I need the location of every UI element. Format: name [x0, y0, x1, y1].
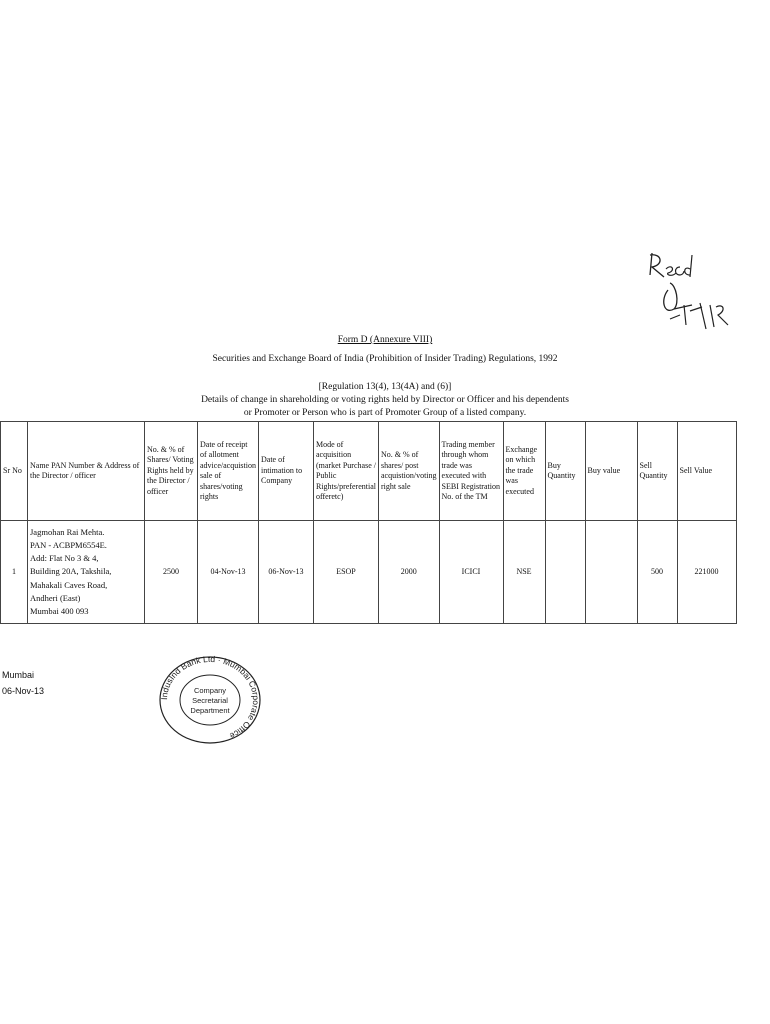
footer-date: 06-Nov-13 [2, 686, 45, 696]
handwritten-received-note [640, 245, 740, 345]
header-shares-held: No. & % of Shares/ Voting Rights held by the Director / officer [145, 422, 198, 521]
name-line: Mahakali Caves Road, [30, 579, 108, 590]
cell-buy-value [585, 521, 637, 624]
cell-date-intimation: 06-Nov-13 [258, 521, 313, 624]
header-name-pan-address: Name PAN Number & Address of the Director / officer [28, 422, 145, 521]
table-header-row [1, 422, 737, 521]
stamp-outer-text: IndusInd Bank Ltd · Mumbai Corporate Office [158, 655, 262, 742]
name-line: Mumbai 400 093 [30, 606, 89, 616]
cell-shares-post: 2000 [378, 521, 439, 624]
name-line: Jagmohan Rai Mehta. [30, 526, 105, 537]
cell-sell-value: 221000 [677, 521, 736, 624]
cell-name-address [28, 521, 145, 624]
header-exchange: Exchange on which the trade was executed [503, 422, 545, 521]
header-buy-value: Buy value [585, 422, 637, 521]
cell-exchange: NSE [503, 521, 545, 624]
details-line-1: Details of change in shareholding or voting rights held by Director or Officer and his dependents [201, 395, 569, 405]
cell-buy-quantity [545, 521, 585, 624]
handwritten-note-text: Recd 8/11/13 [700, 336, 740, 343]
cell-mode: ESOP [313, 521, 378, 624]
header-sr-no: Sr No [1, 422, 28, 521]
name-line: PAN - ACBPM6554E. [30, 539, 107, 550]
footer-place: Mumbai [2, 670, 35, 680]
cell-date-receipt: 04-Nov-13 [198, 521, 259, 624]
header-sell-quantity: Sell Quantity [637, 422, 677, 521]
header-shares-post: No. & % of shares/ post acquistion/voting right sale [378, 422, 439, 521]
header-buy-quantity: Buy Quantity [545, 422, 585, 521]
name-line: Add: Flat No 3 & 4, [30, 553, 99, 564]
header-sell-value: Sell Value [677, 422, 736, 521]
regulation-reference: [Regulation 13(4), 13(4A) and (6)] [318, 382, 452, 392]
header-date-intimation: Date of intimation to Company [258, 422, 313, 521]
cell-shares-held: 2500 [145, 521, 198, 624]
cell-sr-no: 1 [1, 521, 28, 624]
details-line-2: or Promoter or Person who is part of Promoter Group of a listed company. [243, 408, 527, 418]
stamp-inner-line-2: Secretarial [192, 696, 228, 705]
header-date-receipt: Date of receipt of allotment advice/acquistion sale of shares/voting rights [198, 422, 259, 521]
header-mode-acquisition: Mode of acquisition (market Purchase / Public Rights/preferential offeretc) [313, 422, 378, 521]
header-trading-member: Trading member through whom trade was executed with SEBI Registration No. of the TM [439, 422, 503, 521]
cell-sell-quantity: 500 [637, 521, 677, 624]
name-line: Andheri (East) [30, 592, 81, 603]
table-row [1, 521, 737, 624]
name-line: Building 20A, Takshila, [30, 566, 112, 577]
stamp-inner-line-1: Company [193, 686, 227, 695]
company-seal-stamp [155, 655, 265, 745]
form-title: Form D (Annexure VIII) [337, 335, 433, 345]
regulation-board-title: Securities and Exchange Board of India (Prohibition of Insider Trading) Regulations, 1992 [212, 354, 558, 364]
disclosure-table [0, 421, 737, 624]
stamp-inner-line-3: Department [190, 706, 230, 715]
cell-trading-member: ICICI [439, 521, 503, 624]
